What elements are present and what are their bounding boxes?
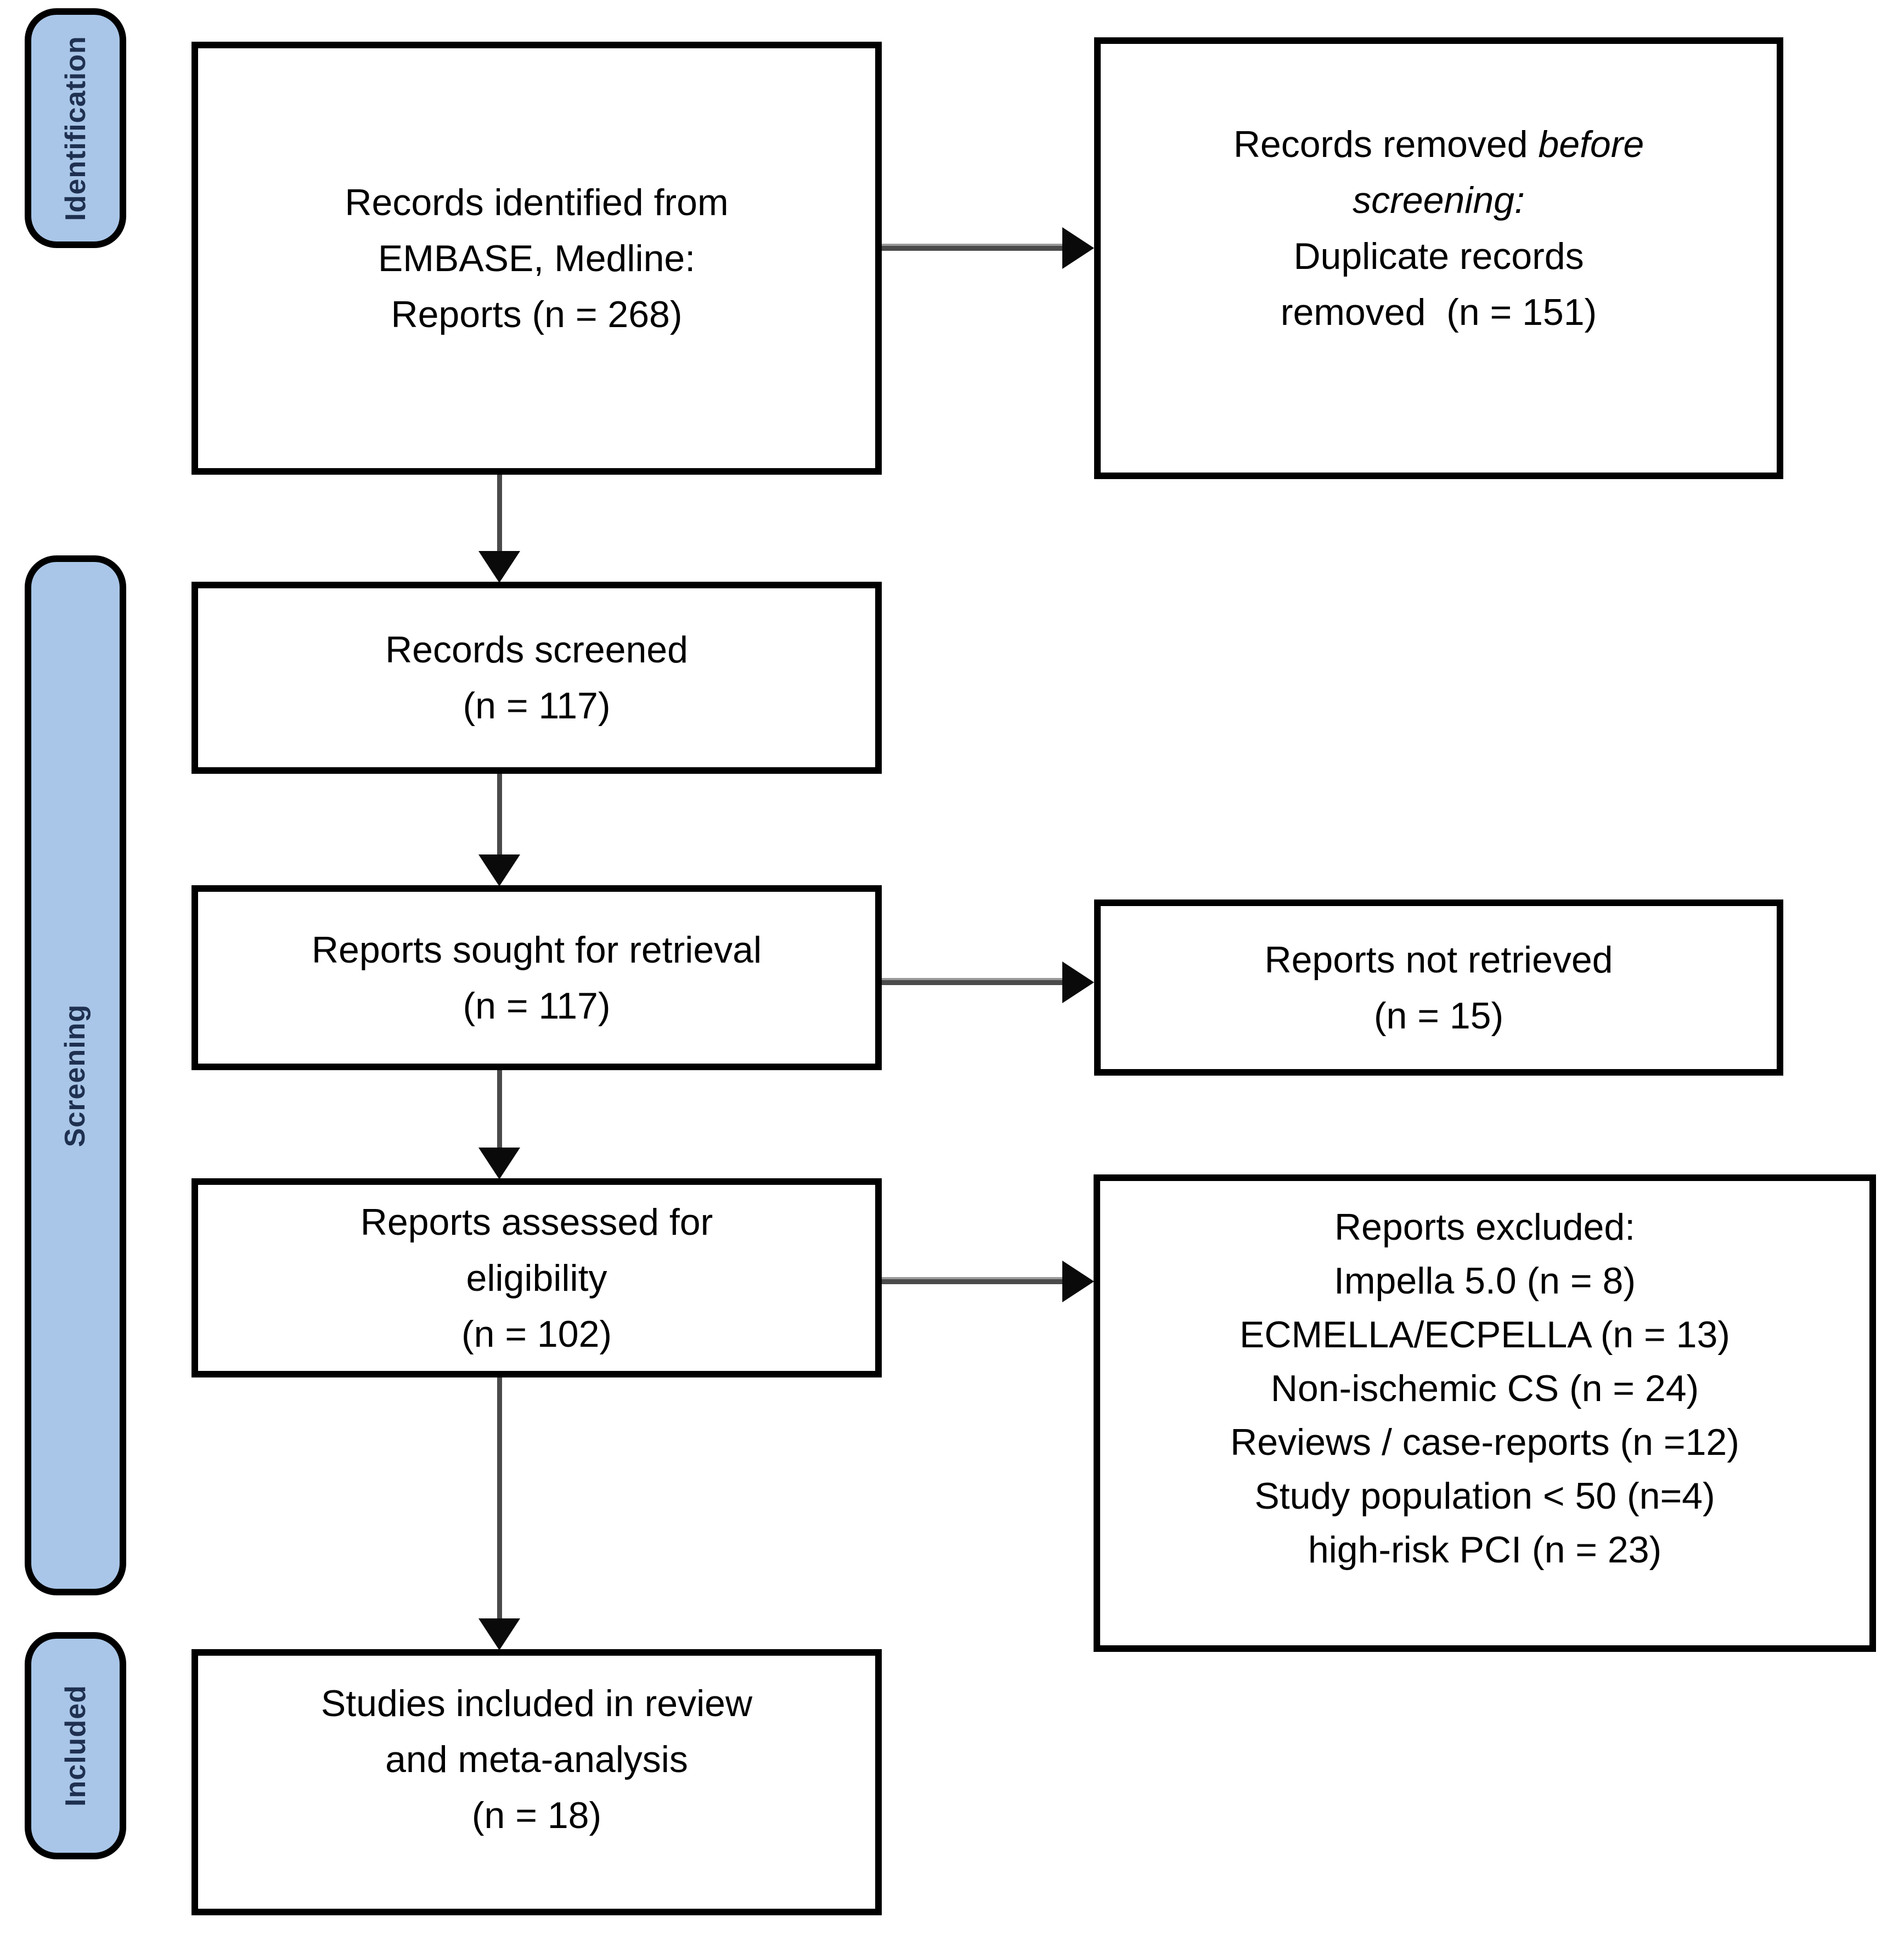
reports-excluded-item: Non-ischemic CS (n = 24) xyxy=(1270,1368,1699,1409)
box-reports-not-retrieved xyxy=(1094,899,1783,1076)
records-removed-line: Duplicate records xyxy=(1293,235,1584,277)
box-records-screened xyxy=(191,582,882,774)
arrow-right-icon xyxy=(1062,1261,1094,1302)
reports-excluded-item: Study population < 50 (n=4) xyxy=(1254,1475,1715,1517)
arrow-down-icon xyxy=(478,1618,520,1650)
arrow-identified-to-removed-line xyxy=(882,246,1063,251)
studies-included-line: (n = 18) xyxy=(471,1794,602,1836)
reports-excluded-item: Reviews / case-reports (n =12) xyxy=(1230,1421,1739,1463)
records-removed-line: removed (n = 151) xyxy=(1280,291,1597,333)
stage-label-included-text: Included xyxy=(59,1685,92,1807)
records-identified-line: Reports (n = 268) xyxy=(391,293,683,335)
stage-label-included xyxy=(25,1632,126,1859)
studies-included-line: and meta-analysis xyxy=(385,1738,688,1780)
box-records-identified xyxy=(191,42,882,475)
arrow-screened-to-sought-line xyxy=(497,774,502,854)
reports-sought-line: Reports sought for retrieval xyxy=(311,929,762,971)
arrow-down-icon xyxy=(478,551,520,583)
stage-label-screening-text: Screening xyxy=(59,1004,92,1147)
box-reports-excluded xyxy=(1094,1174,1876,1652)
records-removed-line: screening: xyxy=(1353,179,1525,221)
records-removed-line xyxy=(1233,116,1644,172)
box-records-removed xyxy=(1094,37,1783,479)
reports-excluded-item: Impella 5.0 (n = 8) xyxy=(1334,1260,1636,1302)
arrow-right-icon xyxy=(1062,227,1094,269)
reports-excluded-item: ECMELLA/ECPELLA (n = 13) xyxy=(1240,1314,1730,1356)
arrow-down-icon xyxy=(478,1148,520,1179)
reports-not-retrieved-line: (n = 15) xyxy=(1373,994,1504,1037)
arrow-sought-to-assessed-line xyxy=(497,1070,502,1148)
records-screened-line: Records screened xyxy=(385,629,688,671)
stage-label-identification-text: Identification xyxy=(59,35,92,221)
box-reports-sought xyxy=(191,885,882,1070)
records-removed-text: Records removed xyxy=(1233,123,1539,165)
records-screened-line: (n = 117) xyxy=(463,685,611,727)
reports-assessed-line: (n = 102) xyxy=(461,1313,612,1355)
studies-included-line: Studies included in review xyxy=(320,1682,753,1724)
records-removed-italic: before xyxy=(1538,123,1644,165)
reports-excluded-title: Reports excluded: xyxy=(1334,1206,1636,1248)
reports-excluded-item: high-risk PCI (n = 23) xyxy=(1308,1529,1662,1571)
arrow-sought-to-not-retrieved-line xyxy=(882,980,1063,985)
arrow-assessed-to-excluded-line xyxy=(882,1279,1063,1284)
reports-assessed-line: Reports assessed for xyxy=(360,1201,713,1243)
box-reports-assessed xyxy=(191,1178,882,1377)
stage-label-identification xyxy=(25,8,126,248)
records-identified-line: Records identified from xyxy=(345,181,729,223)
stage-label-screening xyxy=(25,555,126,1595)
arrow-right-icon xyxy=(1062,961,1094,1003)
arrow-assessed-to-included-line xyxy=(497,1377,502,1618)
reports-assessed-line: eligibility xyxy=(466,1257,607,1299)
reports-sought-line: (n = 117) xyxy=(463,985,611,1027)
arrow-identified-to-screened-line xyxy=(497,475,502,551)
reports-not-retrieved-line: Reports not retrieved xyxy=(1264,938,1613,981)
records-identified-line: EMBASE, Medline: xyxy=(378,237,696,279)
box-studies-included xyxy=(191,1649,882,1915)
arrow-down-icon xyxy=(478,854,520,886)
